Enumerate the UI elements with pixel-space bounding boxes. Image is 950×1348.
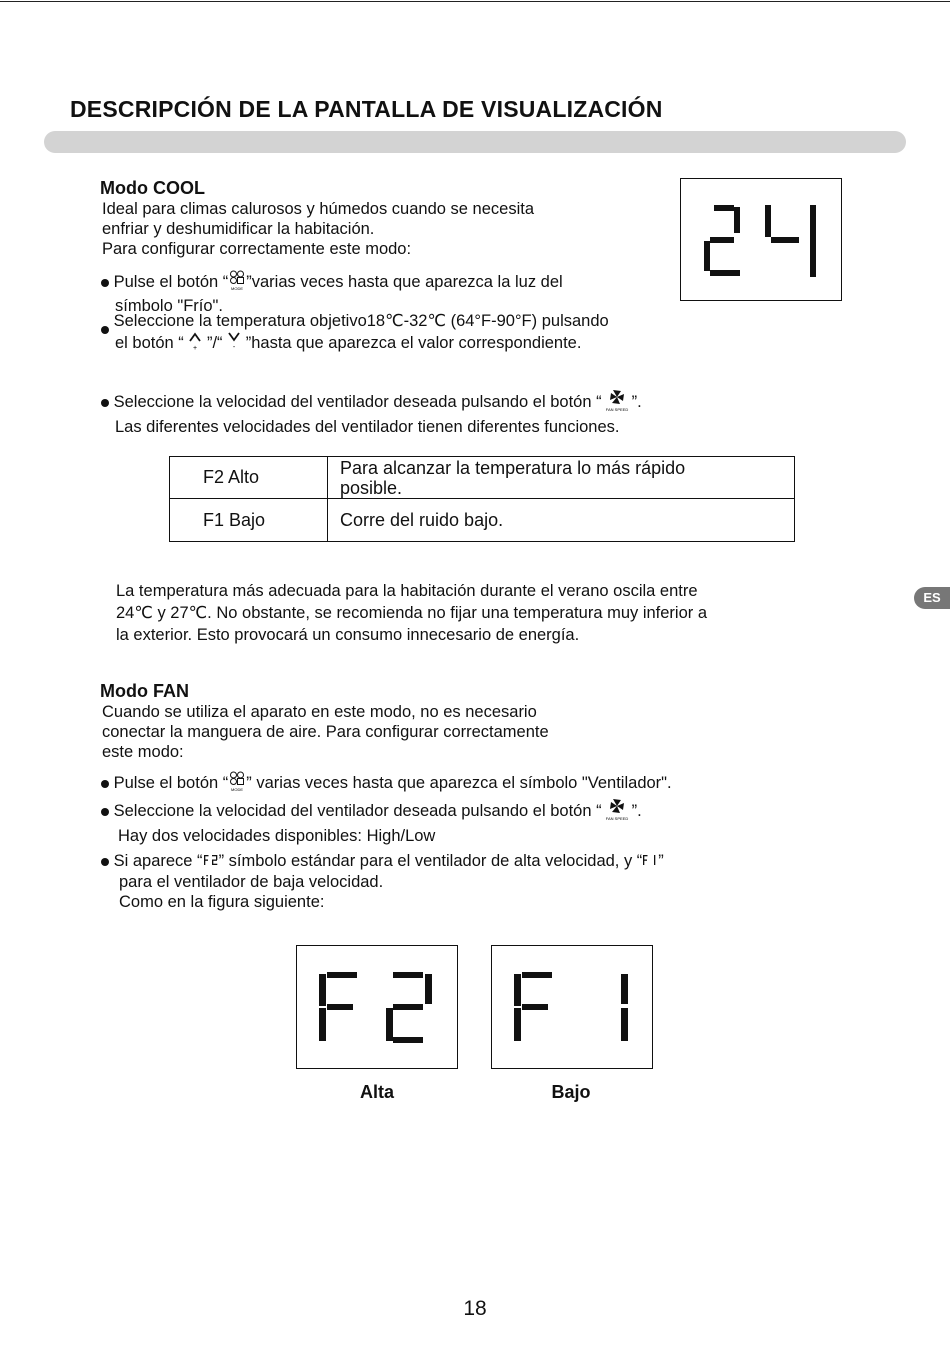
mode-icon-label: MODE <box>231 787 244 792</box>
page-heading: DESCRIPCIÓN DE LA PANTALLA DE VISUALIZACIÓN <box>70 96 663 122</box>
up-arrow-icon <box>188 331 202 356</box>
f1-symbol-icon <box>642 852 658 872</box>
plus-label: + <box>193 345 198 351</box>
bullet-dot <box>101 858 109 866</box>
seven-segment-f2 <box>297 946 457 1068</box>
fan-intro-line: este modo: <box>102 743 184 761</box>
note-line: la exterior. Esto provocará un consumo innecesario de energía. <box>116 626 580 644</box>
caption-high: Alta <box>359 1082 394 1102</box>
bullet-text: Seleccione la velocidad del ventilador deseada pulsando el botón “ <box>113 392 602 411</box>
fan-speed-button-icon <box>602 797 632 826</box>
cool-intro-line: enfriar y deshumidificar la habitación. <box>102 220 375 238</box>
bullet-dot <box>101 279 109 287</box>
minus-label: - <box>232 344 236 351</box>
table-cell-description: Corre del ruido bajo. <box>328 499 795 542</box>
bullet-dot <box>101 399 109 407</box>
bullet-text: Seleccione la velocidad del ventilador deseada pulsando el botón “ <box>113 801 602 820</box>
cool-bullet-mode <box>101 269 563 316</box>
note-line: La temperatura más adecuada para la habitación durante el verano oscila entre <box>116 582 698 600</box>
cool-intro <box>102 199 534 259</box>
bullet-text-line2: Las diferentes velocidades del ventilador tienen diferentes funciones. <box>115 418 620 436</box>
bullet-dot <box>101 780 109 788</box>
fan-mode-title: Modo FAN <box>100 681 189 701</box>
table-cell-line: posible. <box>340 477 403 498</box>
fan-intro-line: conectar la manguera de aire. Para configurar correctamente <box>102 723 549 741</box>
cool-intro-line: Ideal para climas calurosos y húmedos cuando se necesita <box>102 200 534 218</box>
fan-speed-table <box>169 456 795 542</box>
bullet-text: Pulse el botón “ <box>113 272 229 291</box>
cool-bullet-fan-speed <box>101 388 642 437</box>
cool-bullet-temperature <box>101 311 609 356</box>
bullet-text: Si aparece “ <box>113 852 203 870</box>
mode-button-icon <box>228 770 246 797</box>
language-tab: ES <box>914 587 950 609</box>
cool-temperature-note <box>116 580 707 646</box>
bullet-dot <box>101 808 109 816</box>
display-f2-high <box>296 945 458 1069</box>
table-cell-speed: F2 Alto <box>170 457 328 499</box>
fan-bullet-speed <box>101 797 642 846</box>
fan-speed-icon-label: FAN SPEED <box>605 816 628 821</box>
fan-speed-button-icon <box>602 388 632 417</box>
page-number: 18 <box>463 1297 487 1320</box>
bullet-text: ”hasta que aparezca el valor correspondiente. <box>241 333 582 352</box>
seven-segment-f1 <box>492 946 652 1068</box>
bullet-text: ”/“ <box>202 333 228 352</box>
bullet-text: ”. <box>631 392 642 411</box>
fan-bullet-symbols <box>101 851 664 912</box>
bullet-text-line2: para el ventilador de baja velocidad. <box>119 872 384 891</box>
cool-display-24 <box>680 178 842 301</box>
table-row <box>170 457 795 499</box>
table-cell-speed: F1 Bajo <box>170 499 328 542</box>
bullet-text: Pulse el botón “ <box>113 773 229 792</box>
seven-segment-24 <box>681 179 841 300</box>
display-f1-low <box>491 945 653 1069</box>
bullet-text: ” símbolo estándar para el ventilador de alta velocidad, y “ <box>218 852 643 870</box>
bullet-text: el botón “ <box>115 333 189 352</box>
fan-bullet-mode <box>101 770 672 797</box>
bullet-text: Seleccione la temperatura objetivo18℃-32℃ (64°F-90°F) pulsando <box>113 312 609 330</box>
bullet-text-line2 <box>101 331 609 356</box>
bullet-text: ”. <box>631 801 642 820</box>
note-line: 24℃ y 27℃. No obstante, se recomienda no fijar una temperatura muy inferior a <box>116 604 708 622</box>
bullet-text-line3: Como en la figura siguiente: <box>119 892 325 911</box>
bullet-text-line2: Hay dos velocidades disponibles: High/Low <box>118 827 436 845</box>
cool-intro-line: Para configurar correctamente este modo: <box>102 240 412 258</box>
f2-symbol-icon <box>203 852 219 872</box>
fan-speed-icon-label: FAN SPEED <box>605 407 628 412</box>
mode-button-icon <box>228 269 246 296</box>
heading-underline-bar <box>44 131 906 153</box>
table-cell-description <box>328 457 795 499</box>
top-border <box>0 1 950 2</box>
caption-low: Bajo <box>551 1082 591 1102</box>
table-cell-line: Para alcanzar la temperatura lo más rápido <box>340 457 686 478</box>
fan-intro <box>102 702 549 762</box>
bullet-text: ” <box>658 852 664 870</box>
fan-intro-line: Cuando se utiliza el aparato en este modo, no es necesario <box>102 703 537 721</box>
down-arrow-icon <box>227 331 241 356</box>
bullet-text: ” varias veces hasta que aparezca el símbolo "Ventilador". <box>246 773 672 792</box>
cool-mode-title: Modo COOL <box>100 178 205 198</box>
bullet-text-line2: símbolo "Frío". <box>115 297 223 315</box>
bullet-dot <box>101 326 109 334</box>
table-row <box>170 499 795 542</box>
bullet-text: ”varias veces hasta que aparezca la luz del <box>246 272 563 291</box>
mode-icon-label: MODE <box>231 286 244 291</box>
